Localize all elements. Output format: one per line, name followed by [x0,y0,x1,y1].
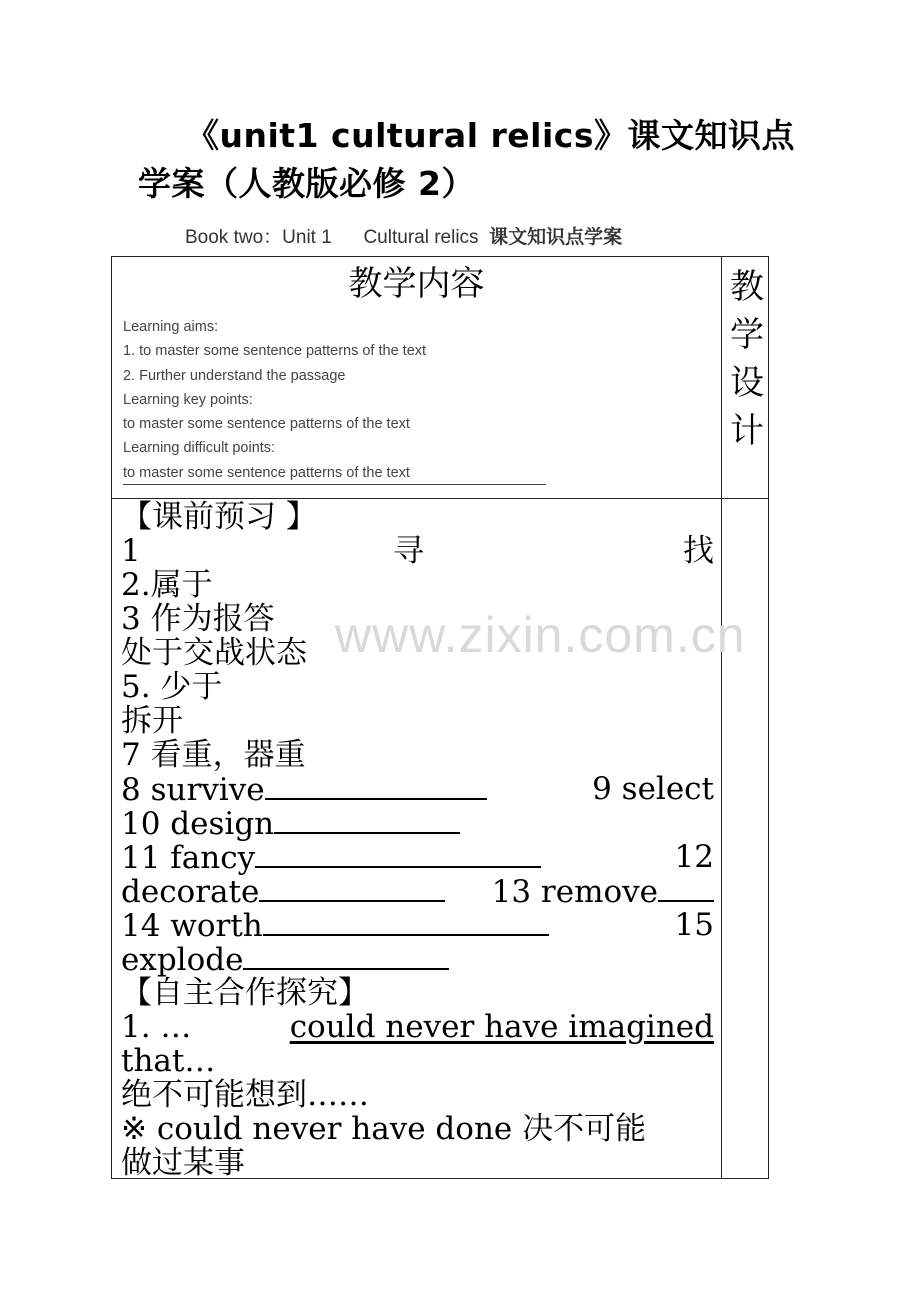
learning-aims-block [123,315,593,485]
explore-line-5: 做过某事 [121,1145,245,1181]
aims-line: Learning key points: [123,391,253,408]
vocab-line-8 [121,772,714,806]
aims-line: 2. Further understand the passage [123,367,346,384]
vocab-word: 11 fancy [121,840,256,876]
vocab-word: explode [121,942,244,978]
vocab-word: 15 [674,907,714,943]
vocab-num: 1 [121,533,141,569]
aims-underline [123,484,546,485]
explore-line-3: 绝不可能想到…… [121,1077,369,1113]
watermark: www.zixin.com.cn [335,607,746,663]
vocab-word: 8 survive [121,772,265,808]
vocab-word: decorate [121,874,260,910]
vocab-line-12 [121,908,714,942]
vocab-line-2: 2.属于 [121,567,213,603]
column-divider [721,257,722,1178]
vocab-line-13 [121,942,714,976]
answer-blank[interactable] [259,874,445,902]
teaching-design-header [730,263,770,455]
aims-line: to master some sentence patterns of the text [123,464,410,481]
answer-blank[interactable] [255,840,541,868]
vocab-line-5: 5. 少于 [121,669,223,705]
explore-num: 1. … [121,1009,192,1045]
vocab-line-11 [121,874,714,908]
vocab-word: 14 worth [121,908,263,944]
vocab-word: 9 select [592,771,714,807]
subtitle-en: Book two：Unit 1 Cultural relics [185,227,490,248]
answer-blank[interactable] [243,942,449,970]
subtitle-zh: 课文知识点学案 [489,226,623,248]
vocab-line-1 [121,534,714,568]
vocab-line-9 [121,806,714,840]
side-char: 教 [730,267,764,307]
vocab-line-4: 处于交战状态 [121,635,307,671]
aims-line: to master some sentence patterns of the text [123,416,410,433]
side-char: 学 [730,315,764,355]
aims-line: Learning aims: [123,319,219,335]
vocab-char-b: 找 [683,533,714,569]
vocab-word-group [492,874,714,909]
teaching-content-header: 教学内容 [348,264,485,304]
vocab-word: 12 [674,839,714,875]
answer-blank[interactable] [265,772,487,800]
explore-line-1 [121,1010,714,1044]
lesson-content [121,500,714,1180]
aims-line: 1. to master some sentence patterns of the text [123,343,427,360]
lesson-table [111,256,769,1179]
vocab-line-10 [121,840,714,874]
preview-heading: 【课前预习 】 [121,499,317,535]
answer-blank[interactable] [658,874,714,902]
vocab-word: 13 remove [491,874,658,910]
document-title: 《unit1 cultural relics》课文知识点学案（人教版必修 2） [138,116,795,203]
side-char: 设 [730,363,764,403]
explore-line-4: ※ could never have done 决不可能 [121,1111,647,1147]
explore-heading: 【自主合作探究】 [121,975,369,1011]
aims-line: Learning difficult points: [123,440,276,457]
explore-phrase: could never have imagined [289,1009,714,1045]
vocab-word: 10 design [121,806,275,842]
explore-line-2: that… [121,1043,216,1079]
vocab-char-a: 寻 [393,533,424,569]
vocab-line-3: 3 作为报答 [121,601,275,637]
answer-blank[interactable] [263,908,549,936]
answer-blank[interactable] [274,806,460,834]
vocab-line-7: 7 看重，器重 [121,737,306,773]
document-subtitle [185,222,622,249]
vocab-line-6: 拆开 [121,703,183,739]
side-char: 计 [730,411,764,451]
